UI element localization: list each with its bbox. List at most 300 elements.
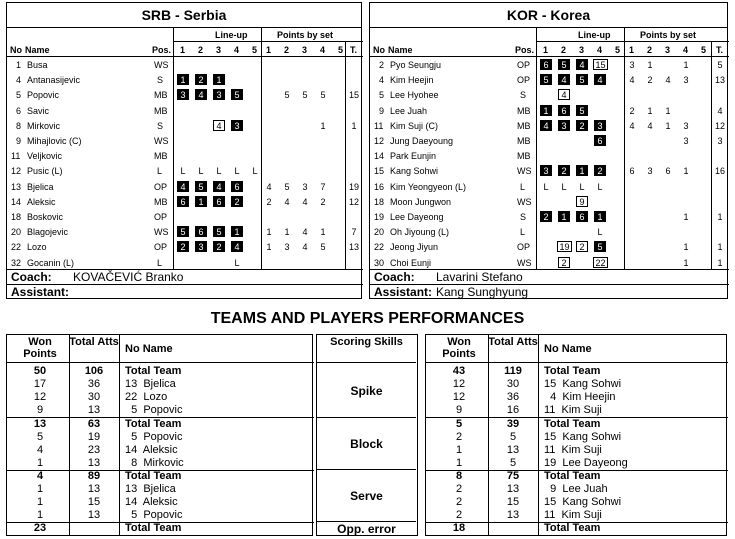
player-row	[370, 210, 727, 225]
won-points: 1	[36, 496, 44, 508]
coach-label: Coach:	[11, 270, 52, 284]
player-row	[370, 149, 727, 164]
won-points: 17	[33, 378, 47, 390]
team-box-kor	[369, 2, 728, 299]
set-points: 4	[302, 227, 308, 238]
total-points: 12	[714, 120, 725, 131]
player-position: OP	[517, 60, 531, 70]
lineup-libero: L	[597, 227, 603, 238]
won-points: 8	[455, 470, 463, 482]
player-entry: Total Team	[125, 365, 182, 377]
lineup-label: Line-up	[215, 30, 248, 40]
coach-label: Coach:	[374, 270, 415, 284]
set-points: 4	[665, 75, 671, 86]
won-points: 23	[33, 522, 47, 534]
set-points: 3	[647, 166, 653, 177]
won-points: 1	[36, 509, 44, 521]
player-number: 20	[374, 227, 385, 238]
player-row	[370, 180, 727, 195]
col-points-set: 5	[338, 45, 344, 55]
total-atts: 30	[87, 391, 101, 403]
divider	[488, 335, 489, 535]
assistant-label: Assistant:	[11, 285, 70, 299]
col-lineup-set: 2	[198, 45, 204, 55]
player-number: 22	[374, 242, 385, 253]
player-row	[7, 180, 361, 195]
total-atts: 13	[506, 509, 520, 521]
won-points: 18	[452, 522, 466, 534]
player-entry: Total Team	[125, 418, 182, 430]
lineup-position: 2	[177, 241, 189, 252]
won-points: 12	[452, 378, 466, 390]
won-points: 2	[455, 431, 463, 443]
total-points: 15	[348, 90, 359, 101]
set-points: 1	[266, 242, 272, 253]
lineup-position: 4	[558, 74, 570, 85]
player-name: Kim Suji (C)	[390, 120, 439, 131]
player-name: Mihajlovic (C)	[27, 136, 82, 146]
col-total-atts: Total Atts	[488, 336, 538, 348]
col-total: T.	[716, 45, 724, 55]
set-points: 6	[629, 166, 635, 177]
player-position: MB	[154, 151, 168, 162]
player-position: MB	[154, 196, 168, 207]
player-number: 11	[11, 151, 21, 162]
set-points: 3	[683, 120, 689, 131]
total-atts: 16	[506, 404, 520, 416]
divider	[7, 269, 363, 270]
col-name: Name	[25, 45, 50, 55]
won-points: 12	[33, 391, 47, 403]
player-name: Pyo Seungju	[390, 60, 442, 70]
player-position: MB	[517, 105, 531, 116]
player-number: 4	[379, 75, 385, 86]
player-name: Antanasijevic	[27, 75, 81, 86]
player-entry: 13 Bjelica	[125, 378, 176, 390]
total-atts: 23	[87, 444, 101, 456]
lineup-position: 2	[594, 165, 606, 176]
col-lineup-set: 2	[561, 45, 567, 55]
player-name: Veljkovic	[27, 151, 63, 162]
set-points: 5	[284, 90, 290, 101]
assistant-name: Kang Sunghyung	[436, 285, 529, 299]
total-atts: 15	[87, 496, 101, 508]
set-points: 3	[683, 75, 689, 86]
scoring-skills-column	[316, 334, 418, 536]
player-entry: 5 Popovic	[125, 404, 183, 416]
total-points: 3	[717, 136, 723, 146]
total-points: 19	[348, 181, 359, 192]
divider	[536, 41, 729, 42]
set-points: 1	[683, 212, 689, 222]
total-points: 13	[714, 75, 725, 86]
total-points: 16	[714, 166, 725, 177]
skill-name: Spike	[350, 384, 383, 398]
set-points: 1	[683, 60, 689, 70]
player-position: S	[520, 90, 527, 101]
player-row	[370, 119, 727, 134]
player-entry: 19 Lee Dayeong	[544, 457, 628, 469]
player-name: Kim Yeongyeon (L)	[390, 181, 467, 192]
lineup-position: 4	[195, 89, 207, 100]
won-points: 13	[33, 418, 47, 430]
lineup-position: 1	[195, 196, 207, 207]
col-lineup-set: 5	[252, 45, 258, 55]
col-lineup-set: 1	[180, 45, 186, 55]
lineup-position: 4	[594, 74, 606, 85]
team-box-srb	[6, 2, 362, 299]
col-lineup-set: 4	[234, 45, 240, 55]
player-row	[370, 134, 727, 149]
won-points: 5	[36, 431, 44, 443]
player-entry: 5 Popovic	[125, 431, 183, 443]
player-entry: 14 Aleksic	[125, 496, 178, 508]
total-points: 4	[717, 105, 723, 116]
lineup-position: 3	[540, 165, 552, 176]
player-name: Jeong Jiyun	[390, 242, 439, 253]
player-name: Kang Sohwi	[390, 166, 439, 177]
player-number: 14	[374, 151, 385, 162]
player-entry: Total Team	[544, 470, 601, 482]
player-number: 5	[16, 90, 22, 101]
player-entry: Total Team	[125, 522, 182, 534]
won-points: 1	[36, 457, 44, 469]
player-number: 15	[374, 166, 385, 177]
total-atts: 13	[87, 404, 101, 416]
lineup-libero: L	[597, 181, 603, 192]
player-entry: 8 Mirkovic	[125, 457, 184, 469]
col-won-points: Won Points	[23, 336, 57, 360]
player-name: Bjelica	[27, 181, 54, 192]
divider	[426, 362, 728, 363]
divider	[370, 56, 729, 57]
lineup-position: 3	[231, 120, 243, 131]
lineup-position: 2	[540, 211, 552, 222]
lineup-libero: L	[579, 181, 585, 192]
won-points: 5	[455, 418, 463, 430]
player-position: WS	[154, 60, 169, 70]
player-name: Oh Jiyoung (L)	[390, 227, 450, 238]
player-name: Lozo	[27, 242, 47, 253]
col-points-set: 4	[683, 45, 689, 55]
player-name: Lee Juah	[390, 105, 428, 116]
total-atts: 36	[506, 391, 520, 403]
player-position: WS	[154, 136, 169, 146]
total-atts: 36	[87, 378, 101, 390]
player-number: 9	[16, 136, 22, 146]
total-atts: 39	[506, 418, 520, 430]
total-atts: 5	[509, 457, 517, 469]
player-number: 8	[16, 120, 22, 131]
lineup-position: 5	[558, 59, 570, 70]
total-atts: 89	[87, 470, 101, 482]
player-row	[7, 134, 361, 149]
player-row	[7, 195, 361, 210]
set-points: 2	[320, 196, 326, 207]
player-name: Pusic (L)	[27, 166, 63, 177]
player-name: Savic	[27, 105, 50, 116]
lineup-position: 3	[213, 89, 225, 100]
player-entry: Total Team	[125, 470, 182, 482]
points-by-set-label: Points by set	[277, 30, 334, 40]
total-atts: 106	[84, 365, 104, 377]
col-points-set: 3	[302, 45, 308, 55]
player-entry: 15 Kang Sohwi	[544, 431, 622, 443]
set-points: 2	[266, 196, 272, 207]
set-points: 1	[266, 227, 272, 238]
player-entry: Total Team	[544, 522, 601, 534]
player-name: Blagojevic	[27, 227, 69, 238]
lineup-position: 5	[195, 181, 207, 192]
won-points: 12	[452, 391, 466, 403]
col-points-set: 2	[647, 45, 653, 55]
total-atts: 75	[506, 470, 520, 482]
total-atts: 13	[87, 483, 101, 495]
lineup-position: 1	[231, 226, 243, 237]
lineup-position: 2	[231, 196, 243, 207]
player-number: 11	[374, 120, 384, 131]
lineup-position: 2	[576, 120, 588, 131]
lineup-position: 2	[558, 257, 570, 268]
player-position: S	[520, 212, 527, 222]
player-position: WS	[154, 227, 169, 238]
set-points: 3	[302, 181, 308, 192]
lineup-position: 6	[594, 135, 606, 146]
player-row	[370, 164, 727, 179]
set-points: 3	[284, 242, 290, 253]
divider	[7, 362, 314, 363]
total-points: 12	[348, 196, 359, 207]
player-number: 6	[16, 105, 22, 116]
player-position: OP	[517, 75, 531, 86]
col-pos: Pos.	[152, 45, 172, 55]
lineup-libero: L	[234, 166, 240, 177]
set-points: 5	[320, 242, 326, 253]
lineup-position: 1	[558, 211, 570, 222]
col-won-points: Won Points	[442, 336, 476, 360]
divider	[317, 417, 416, 418]
total-atts: 119	[504, 365, 522, 377]
lineup-position: 5	[594, 241, 606, 252]
total-atts: 63	[87, 418, 101, 430]
player-row	[370, 58, 727, 73]
total-atts: 5	[509, 431, 517, 443]
player-name: Kim Heejin	[390, 75, 434, 86]
player-number: 2	[379, 60, 385, 70]
lineup-position: 6	[177, 196, 189, 207]
player-number: 19	[374, 212, 385, 222]
player-name: Popovic	[27, 90, 60, 101]
player-entry: 4 Kim Heejin	[544, 391, 616, 403]
player-number: 18	[11, 212, 22, 222]
lineup-position: 5	[576, 105, 588, 116]
player-number: 32	[11, 257, 22, 268]
lineup-position: 5	[231, 89, 243, 100]
skill-name: Block	[350, 437, 383, 451]
total-atts: 15	[506, 496, 520, 508]
skill-name: Serve	[350, 489, 383, 503]
lineup-position: 22	[593, 257, 608, 268]
player-number: 16	[374, 181, 385, 192]
total-points: 1	[717, 242, 723, 253]
won-points: 2	[455, 483, 463, 495]
player-position: WS	[517, 196, 532, 207]
lineup-position: 9	[576, 196, 588, 207]
lineup-position: 6	[540, 59, 552, 70]
lineup-position: 3	[558, 120, 570, 131]
player-row	[7, 104, 361, 119]
lineup-position: 6	[195, 226, 207, 237]
player-position: OP	[154, 181, 168, 192]
player-position: MB	[154, 90, 168, 101]
lineup-libero: L	[561, 181, 567, 192]
set-points: 5	[320, 90, 326, 101]
player-row	[370, 73, 727, 88]
player-name: Gocanin (L)	[27, 257, 75, 268]
player-position: L	[157, 166, 163, 177]
lineup-libero: L	[234, 257, 240, 268]
set-points: 1	[284, 227, 290, 238]
skill-name: Opp. error	[337, 522, 396, 536]
lineup-position: 4	[576, 59, 588, 70]
player-number: 1	[16, 60, 22, 70]
total-points: 5	[717, 60, 723, 70]
player-position: OP	[517, 242, 531, 253]
player-position: S	[157, 120, 164, 131]
set-points: 4	[302, 242, 308, 253]
lineup-position: 6	[576, 211, 588, 222]
player-name: Lee Hyohee	[390, 90, 439, 101]
team-title: SRB - Serbia	[7, 3, 361, 28]
divider	[173, 41, 363, 42]
col-points-set: 5	[701, 45, 707, 55]
performance-title: TEAMS AND PLAYERS PERFORMANCES	[210, 310, 525, 327]
player-row	[7, 119, 361, 134]
col-points-set: 4	[320, 45, 326, 55]
player-number: 4	[16, 75, 22, 86]
player-number: 13	[11, 181, 22, 192]
lineup-position: 5	[540, 74, 552, 85]
set-points: 4	[266, 181, 272, 192]
player-name: Park Eunjin	[390, 151, 437, 162]
total-atts: 13	[87, 457, 101, 469]
set-points: 7	[320, 181, 326, 192]
player-entry: 11 Kim Suji	[544, 404, 602, 416]
lineup-position: 5	[576, 74, 588, 85]
lineup-position: 6	[558, 105, 570, 116]
won-points: 1	[36, 483, 44, 495]
set-points: 1	[320, 120, 326, 131]
player-position: OP	[154, 242, 168, 253]
won-points: 9	[36, 404, 44, 416]
set-points: 5	[302, 90, 308, 101]
lineup-position: 3	[177, 89, 189, 100]
player-entry: 9 Lee Juah	[544, 483, 608, 495]
set-points: 1	[647, 105, 653, 116]
lineup-position: 1	[213, 74, 225, 85]
player-number: 30	[374, 257, 385, 268]
won-points: 4	[36, 444, 44, 456]
player-row	[7, 149, 361, 164]
lineup-libero: L	[216, 166, 222, 177]
col-no: No	[373, 45, 385, 55]
col-scoring-skills: Scoring Skills	[330, 336, 403, 348]
divider	[538, 335, 539, 535]
set-points: 1	[320, 227, 326, 238]
player-row	[7, 58, 361, 73]
lineup-position: 2	[213, 241, 225, 252]
lineup-libero: L	[543, 181, 549, 192]
col-points-set: 1	[629, 45, 635, 55]
player-number: 5	[379, 90, 385, 101]
player-entry: Total Team	[544, 418, 601, 430]
player-name: Jung Daeyoung	[390, 136, 454, 146]
player-position: WS	[517, 166, 532, 177]
col-total: T.	[350, 45, 358, 55]
lineup-position: 5	[213, 226, 225, 237]
lineup-position: 1	[576, 165, 588, 176]
won-points: 2	[455, 496, 463, 508]
player-position: S	[157, 75, 164, 86]
set-points: 3	[683, 136, 689, 146]
col-no-name: No Name	[544, 343, 592, 355]
won-points: 1	[455, 444, 463, 456]
lineup-libero: L	[252, 166, 258, 177]
set-points: 4	[629, 120, 635, 131]
col-pos: Pos.	[515, 45, 535, 55]
lineup-position: 15	[593, 59, 608, 70]
won-points: 9	[455, 404, 463, 416]
player-name: Boskovic	[27, 212, 64, 222]
team-title: KOR - Korea	[370, 3, 727, 28]
player-row	[370, 104, 727, 119]
col-lineup-set: 3	[579, 45, 585, 55]
player-name: Aleksic	[27, 196, 56, 207]
player-number: 12	[11, 166, 22, 177]
player-row	[7, 225, 361, 240]
total-atts: 30	[506, 378, 520, 390]
total-atts: 13	[506, 483, 520, 495]
set-points: 2	[629, 105, 635, 116]
player-position: OP	[154, 212, 168, 222]
total-points: 7	[351, 227, 357, 238]
lineup-position: 1	[177, 74, 189, 85]
player-entry: Total Team	[544, 365, 601, 377]
lineup-position: 4	[558, 89, 570, 100]
player-name: Moon Jungwon	[390, 196, 452, 207]
lineup-libero: L	[198, 166, 204, 177]
points-by-set-label: Points by set	[640, 30, 697, 40]
player-row	[7, 210, 361, 225]
col-no-name: No Name	[125, 343, 173, 355]
lineup-position: 4	[540, 120, 552, 131]
col-lineup-set: 5	[615, 45, 621, 55]
set-points: 1	[665, 105, 671, 116]
coach-name: Lavarini Stefano	[436, 270, 523, 284]
col-name: Name	[388, 45, 413, 55]
player-name: Mirkovic	[27, 120, 60, 131]
player-entry: 14 Aleksic	[125, 444, 178, 456]
col-points-set: 1	[266, 45, 272, 55]
lineup-position: 3	[594, 120, 606, 131]
player-name: Choi Eunji	[390, 257, 432, 268]
col-no: No	[10, 45, 22, 55]
lineup-position: 4	[231, 241, 243, 252]
set-points: 5	[284, 181, 290, 192]
player-position: WS	[517, 257, 532, 268]
divider	[370, 269, 729, 270]
set-points: 1	[683, 257, 689, 268]
